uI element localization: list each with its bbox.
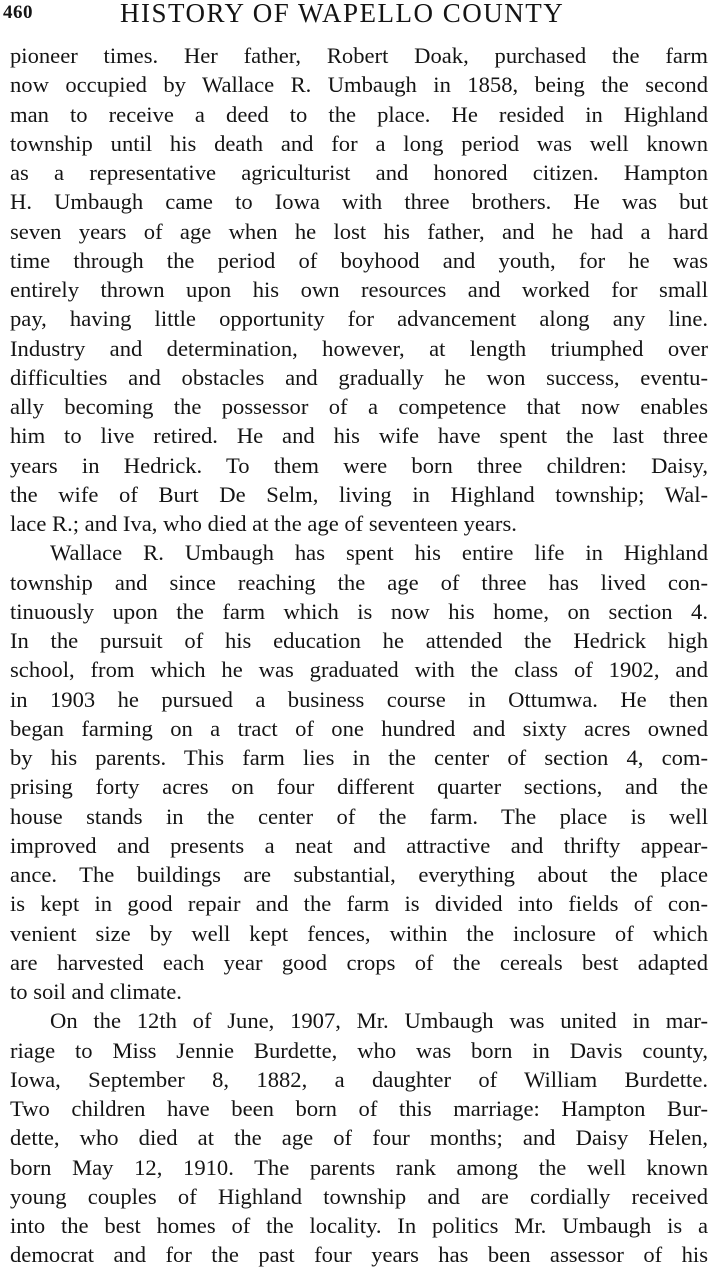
text-line: lace R.; and Iva, who died at the age of seventeen years.	[10, 511, 517, 536]
text-line: township and since reaching the age of three has lived con-	[10, 569, 708, 595]
text-line: the wife of Burt De Selm, living in Highland township; Wal-	[10, 481, 708, 507]
text-line: entirely thrown upon his own resources and worked for small	[10, 277, 708, 302]
text-line: is kept in good repair and the farm is divided into fields of con-	[10, 891, 708, 917]
text-line: school, from which he was graduated with the class of 1902, and	[10, 657, 708, 683]
paragraph-start-line: Wallace R. Umbaugh has spent his entire life in Highland	[50, 540, 708, 566]
text-line: democrat and for the past four years has been assessor of his	[10, 1242, 708, 1268]
body-text	[10, 41, 708, 1270]
text-line: now occupied by Wallace R. Umbaugh in 1858, being the second	[10, 72, 708, 98]
text-line: seven years of age when he lost his father, and he had a hard	[10, 218, 708, 244]
text-line: years in Hedrick. To them were born three children: Daisy,	[10, 452, 708, 478]
page-number: 460	[3, 2, 33, 23]
text-line: young couples of Highland township and are cordially received	[10, 1183, 708, 1209]
text-line: Iowa, September 8, 1882, a daughter of William Burdette.	[10, 1066, 708, 1092]
text-line: into the best homes of the locality. In politics Mr. Umbaugh is a	[10, 1213, 708, 1238]
running-head: HISTORY OF WAPELLO COUNTY	[120, 0, 565, 28]
text-line: are harvested each year good crops of the cereals best adapted	[10, 949, 708, 975]
text-line: prising forty acres on four different quarter sections, and the	[10, 774, 708, 800]
text-line: to soil and climate.	[10, 979, 182, 1004]
text-line: riage to Miss Jennie Burdette, who was born in Davis county,	[10, 1037, 708, 1063]
text-line: tinuously upon the farm which is now his home, on section 4.	[10, 598, 708, 624]
text-line: began farming on a tract of one hundred and sixty acres owned	[10, 715, 708, 741]
text-line: H. Umbaugh came to Iowa with three brothers. He was but	[10, 189, 708, 215]
text-line: pioneer times. Her father, Robert Doak, purchased the farm	[10, 43, 708, 68]
paragraph-start-line: On the 12th of June, 1907, Mr. Umbaugh was united in mar-	[50, 1008, 708, 1034]
text-line: pay, having little opportunity for advancement along any line.	[10, 306, 708, 332]
text-line: improved and presents a neat and attractive and thrifty appear-	[10, 832, 708, 858]
text-line: Industry and determination, however, at length triumphed over	[10, 335, 708, 361]
text-line: by his parents. This farm lies in the center of section 4, com-	[10, 745, 708, 770]
text-line: in 1903 he pursued a business course in Ottumwa. He then	[10, 686, 708, 712]
text-line: time through the period of boyhood and youth, for he was	[10, 247, 708, 273]
text-line: difficulties and obstacles and gradually he won success, eventu-	[10, 364, 708, 390]
text-line: as a representative agriculturist and honored citizen. Hampton	[10, 160, 708, 185]
text-line: venient size by well kept fences, within the inclosure of which	[10, 920, 708, 946]
text-line: man to receive a deed to the place. He resided in Highland	[10, 101, 708, 127]
text-line: born May 12, 1910. The parents rank among the well known	[10, 1154, 708, 1180]
page-header	[0, 0, 726, 30]
text-line: In the pursuit of his education he attended the Hedrick high	[10, 628, 708, 653]
text-line: dette, who died at the age of four months; and Daisy Helen,	[10, 1125, 708, 1151]
text-line: ance. The buildings are substantial, everything about the place	[10, 862, 708, 887]
text-line: him to live retired. He and his wife have spent the last three	[10, 423, 708, 449]
text-line: Two children have been born of this marriage: Hampton Bur-	[10, 1096, 708, 1121]
text-line: ally becoming the possessor of a competence that now enables	[10, 394, 708, 419]
text-line: township until his death and for a long period was well known	[10, 130, 708, 156]
text-line: house stands in the center of the farm. The place is well	[10, 803, 708, 829]
